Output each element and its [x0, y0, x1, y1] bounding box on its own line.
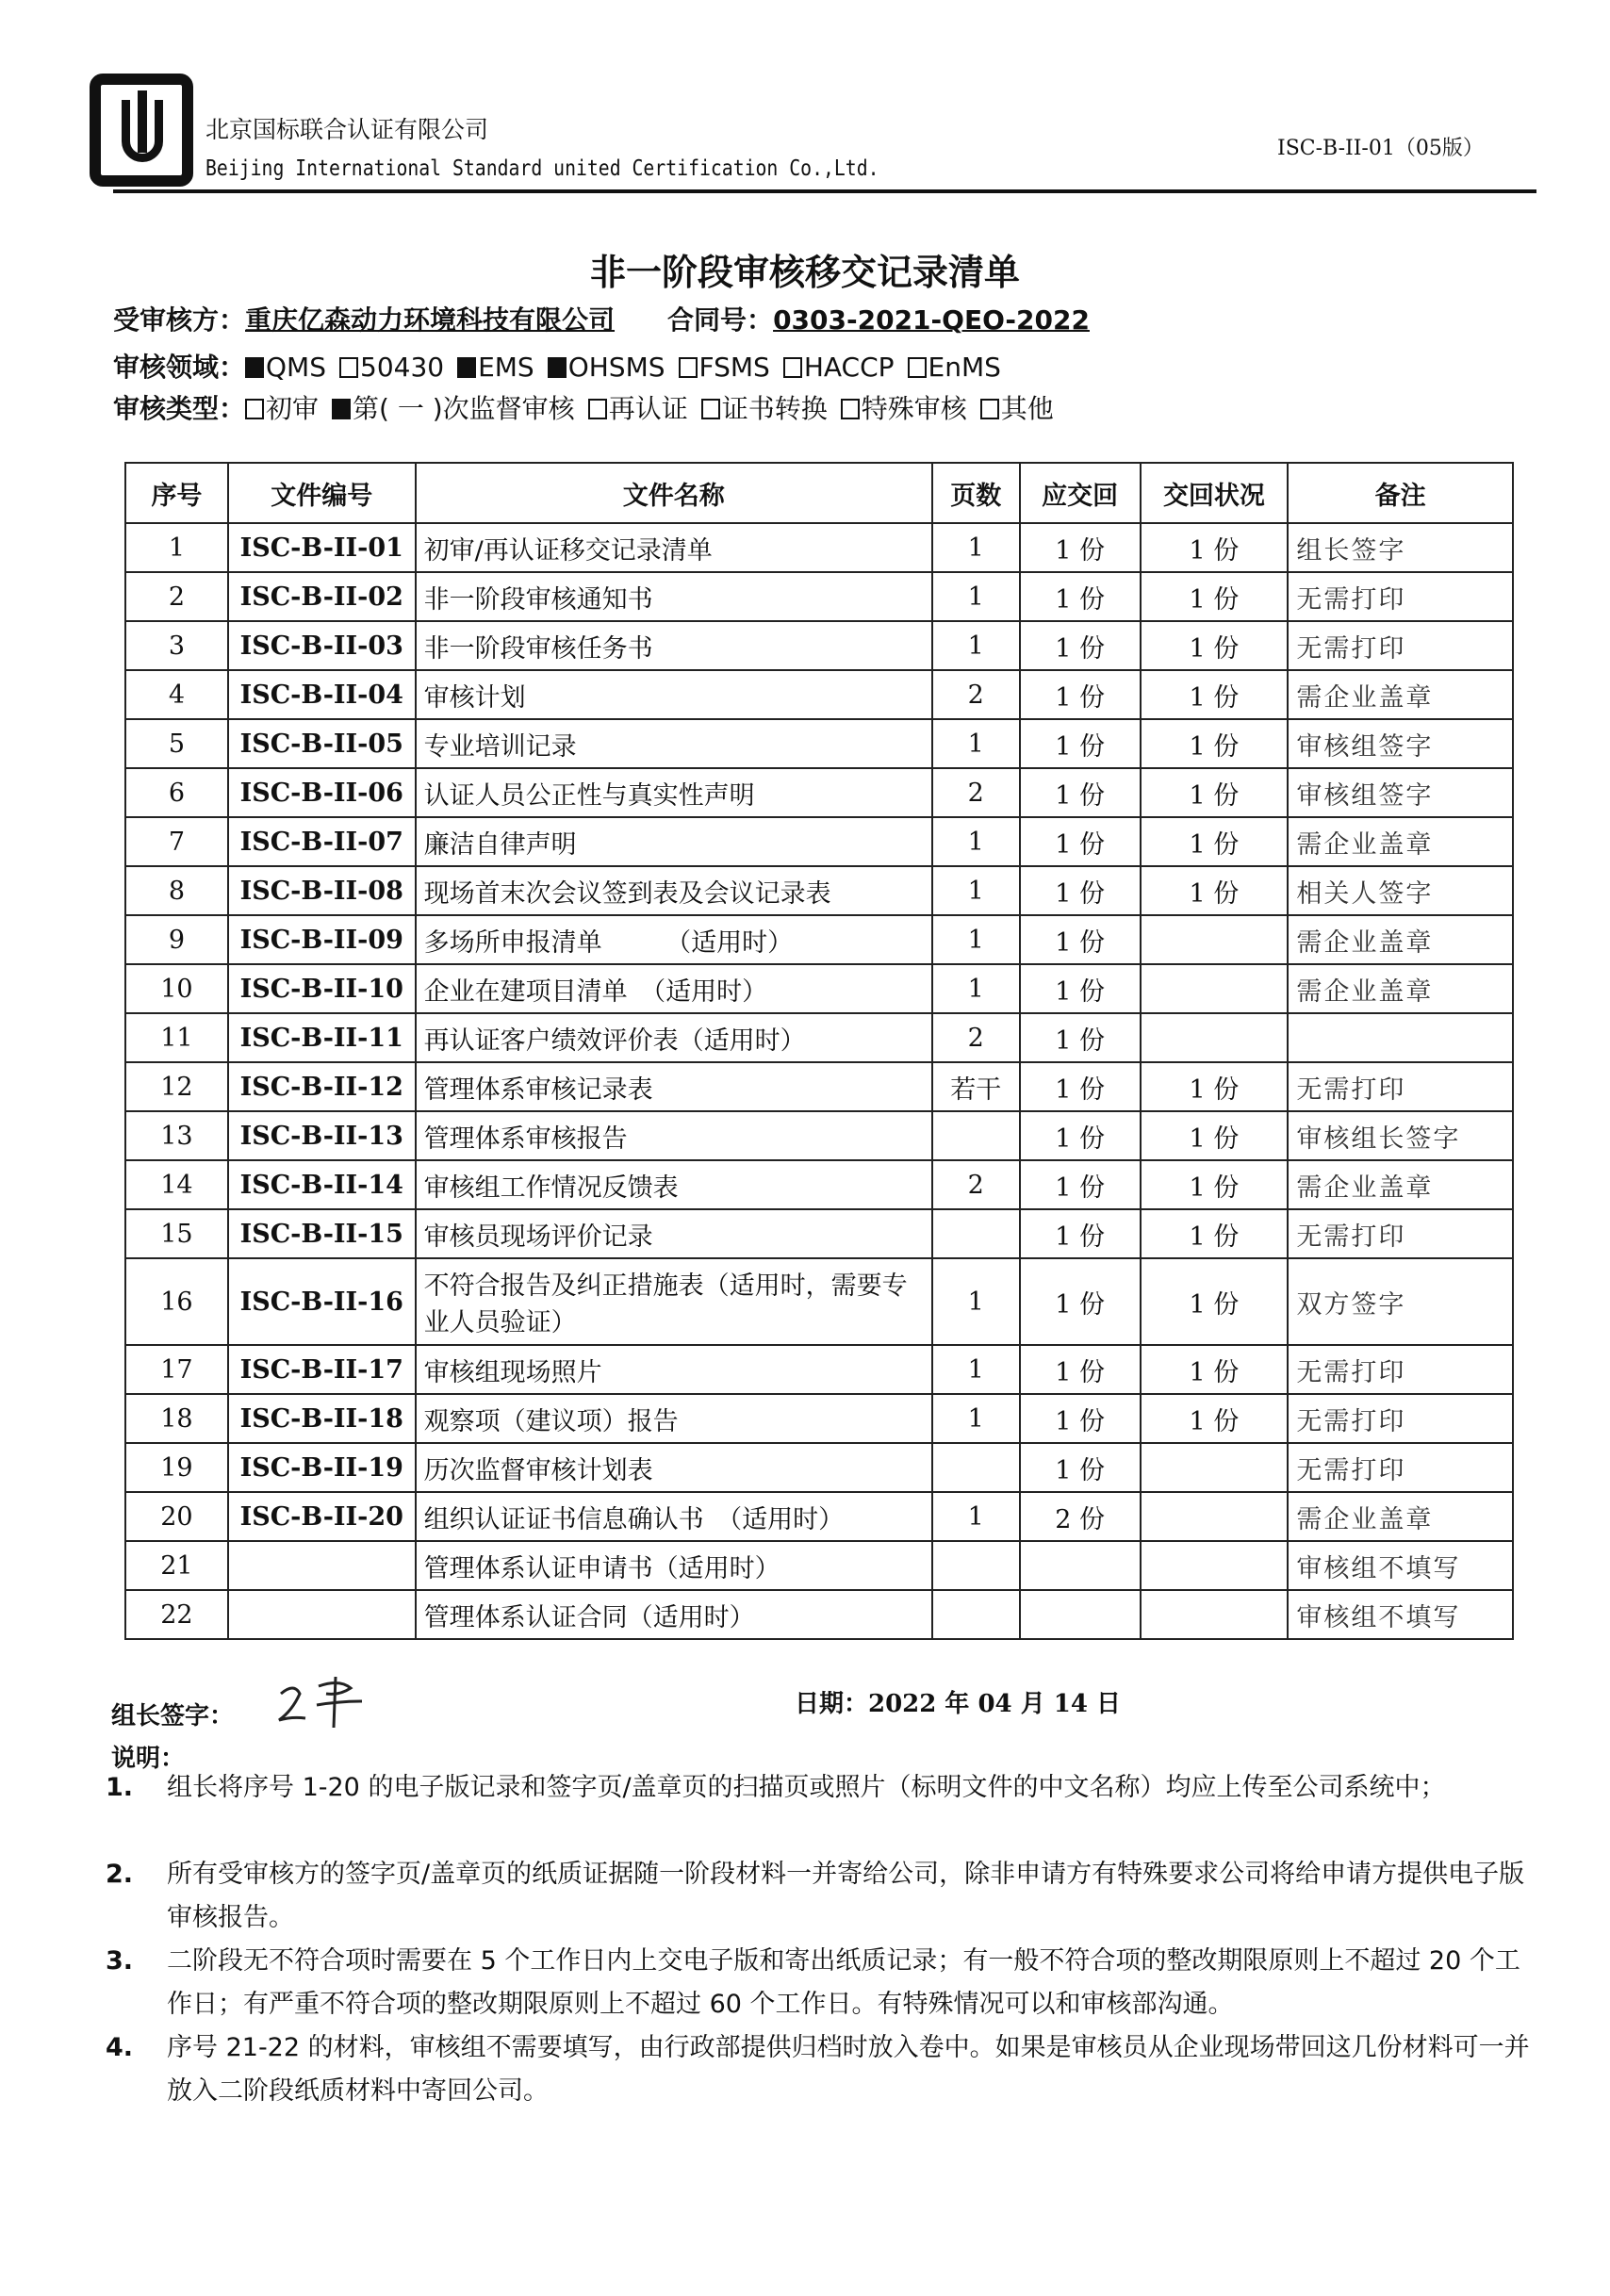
- remark-cell: 无需打印: [1288, 572, 1513, 621]
- leader-signature-label: 组长签字：: [111, 1702, 235, 1730]
- copies-due-cell: 1 份: [1020, 1062, 1141, 1111]
- page-count-cell: 2: [932, 670, 1020, 719]
- file-code-cell: ISC-B-II-12: [228, 1062, 416, 1111]
- table-row: [125, 719, 1513, 768]
- copies-due-cell: 1 份: [1020, 1258, 1141, 1345]
- option-label: 初审: [266, 393, 320, 424]
- form-number: ISC-B-II-01（05版）: [1277, 137, 1484, 160]
- return-status-cell: 1 份: [1141, 719, 1289, 768]
- file-code-cell: ISC-B-II-20: [228, 1492, 416, 1541]
- file-name-cell: 审核计划: [416, 670, 932, 719]
- copies-due-cell: 1 份: [1020, 1394, 1141, 1443]
- file-name-cell: 非一阶段审核任务书: [416, 621, 932, 670]
- file-name-cell: 廉洁自律声明: [416, 817, 932, 866]
- copies-due-cell: [1020, 1541, 1141, 1590]
- file-name-cell: 管理体系认证申请书（适用时）: [416, 1541, 932, 1590]
- checkbox-icon[interactable]: [457, 357, 476, 378]
- row-number-cell: 7: [125, 817, 228, 866]
- return-status-cell: 1 份: [1141, 1394, 1289, 1443]
- header-divider: [113, 189, 1536, 193]
- return-status-cell: [1141, 1492, 1289, 1541]
- copies-due-cell: 2 份: [1020, 1492, 1141, 1541]
- auditee-line: [113, 300, 1090, 337]
- contract-label: 合同号：: [667, 304, 774, 336]
- row-number-cell: 5: [125, 719, 228, 768]
- table-row: [125, 1013, 1513, 1062]
- page-count-cell: 1: [932, 817, 1020, 866]
- remark-cell: 需企业盖章: [1288, 915, 1513, 964]
- page-count-cell: 2: [932, 1160, 1020, 1209]
- page-title: 非一阶段审核移交记录清单: [589, 252, 1020, 293]
- option-label: 其他: [1000, 393, 1054, 424]
- domain-option[interactable]: [339, 352, 444, 383]
- file-name-cell: 多场所申报清单 （适用时）: [416, 915, 932, 964]
- table-row: [125, 670, 1513, 719]
- copies-due-cell: 1 份: [1020, 964, 1141, 1013]
- note-text: 组长将序号 1-20 的电子版记录和签字页/盖章页的扫描页或照片（标明文件的中文名称）均应上传至公司系统中；: [167, 1773, 1446, 1802]
- page-count-cell: 1: [932, 915, 1020, 964]
- remark-cell: 双方签字: [1288, 1258, 1513, 1345]
- remark-cell: 需企业盖章: [1288, 1492, 1513, 1541]
- type-label: 审核类型：: [113, 393, 246, 424]
- row-number-cell: 2: [125, 572, 228, 621]
- page-count-cell: 1: [932, 1258, 1020, 1345]
- file-name-cell: 历次监督审核计划表: [416, 1443, 932, 1492]
- table-row: [125, 621, 1513, 670]
- note-number: 1.: [106, 1773, 134, 1802]
- row-number-cell: 3: [125, 621, 228, 670]
- table-row: [125, 1590, 1513, 1639]
- remark-cell: 需企业盖章: [1288, 1160, 1513, 1209]
- copies-due-cell: 1 份: [1020, 1443, 1141, 1492]
- return-status-cell: [1141, 1590, 1289, 1639]
- checkbox-icon[interactable]: [332, 399, 351, 419]
- copies-due-cell: 1 份: [1020, 670, 1141, 719]
- file-name-cell: 管理体系审核记录表: [416, 1062, 932, 1111]
- return-status-cell: [1141, 915, 1289, 964]
- remark-cell: 审核组长签字: [1288, 1111, 1513, 1160]
- return-status-cell: 1 份: [1141, 1111, 1289, 1160]
- transfer-table: [124, 462, 1514, 1640]
- file-code-cell: ISC-B-II-10: [228, 964, 416, 1013]
- checkbox-icon[interactable]: [980, 399, 999, 419]
- remark-cell: 审核组签字: [1288, 719, 1513, 768]
- remark-cell: 审核组不填写: [1288, 1590, 1513, 1639]
- file-name-cell: 非一阶段审核通知书: [416, 572, 932, 621]
- table-row: [125, 1160, 1513, 1209]
- option-label: 第( 一 )次监督审核: [353, 393, 575, 424]
- file-name-cell: 审核组工作情况反馈表: [416, 1160, 932, 1209]
- header-remark: 备注: [1288, 463, 1513, 523]
- type-option[interactable]: [980, 393, 1054, 424]
- row-number-cell: 12: [125, 1062, 228, 1111]
- file-code-cell: ISC-B-II-09: [228, 915, 416, 964]
- file-code-cell: ISC-B-II-03: [228, 621, 416, 670]
- remark-cell: 审核组不填写: [1288, 1541, 1513, 1590]
- checkbox-icon[interactable]: [701, 399, 720, 419]
- domain-option[interactable]: [679, 352, 770, 383]
- contract-value: 0303-2021-QEO-2022: [773, 304, 1090, 336]
- type-option[interactable]: [701, 393, 828, 424]
- checkbox-icon[interactable]: [841, 399, 860, 419]
- header-return-status: 交回状况: [1141, 463, 1289, 523]
- remark-cell: 无需打印: [1288, 621, 1513, 670]
- page-count-cell: 1: [932, 1492, 1020, 1541]
- copies-due-cell: [1020, 1590, 1141, 1639]
- option-label: EMS: [478, 352, 534, 383]
- copies-due-cell: 1 份: [1020, 1160, 1141, 1209]
- company-logo: [90, 74, 193, 187]
- remark-cell: 无需打印: [1288, 1443, 1513, 1492]
- checkbox-icon[interactable]: [679, 357, 698, 378]
- checkbox-icon[interactable]: [908, 357, 927, 378]
- row-number-cell: 4: [125, 670, 228, 719]
- option-label: 证书转换: [721, 393, 828, 424]
- file-name-cell: 观察项（建议项）报告: [416, 1394, 932, 1443]
- return-status-cell: 1 份: [1141, 1345, 1289, 1394]
- table-row: [125, 768, 1513, 817]
- copies-due-cell: 1 份: [1020, 768, 1141, 817]
- return-status-cell: 1 份: [1141, 1258, 1289, 1345]
- file-code-cell: ISC-B-II-01: [228, 523, 416, 572]
- note-text: 序号 21-22 的材料，审核组不需要填写，由行政部提供归档时放入卷中。如果是审核员从企业现场带回这几份材料可一并放入二阶段纸质材料中寄回公司。: [167, 2033, 1530, 2106]
- page-count-cell: [932, 1209, 1020, 1258]
- note-item: [106, 2026, 1538, 2113]
- table-row: [125, 1492, 1513, 1541]
- file-code-cell: ISC-B-II-07: [228, 817, 416, 866]
- copies-due-cell: 1 份: [1020, 523, 1141, 572]
- header-row-number: 序号: [125, 463, 228, 523]
- row-number-cell: 6: [125, 768, 228, 817]
- file-code-cell: ISC-B-II-08: [228, 866, 416, 915]
- row-number-cell: 22: [125, 1590, 228, 1639]
- table-row: [125, 1345, 1513, 1394]
- notes-label: 说明：: [111, 1745, 186, 1773]
- return-status-cell: [1141, 964, 1289, 1013]
- date: 日期：2022 年 04 月 14 日: [795, 1690, 1121, 1718]
- company-name-en: Beijing International Standard united Certification Co.,Ltd.: [205, 156, 879, 181]
- file-code-cell: [228, 1590, 416, 1639]
- file-name-cell: 审核员现场评价记录: [416, 1209, 932, 1258]
- return-status-cell: [1141, 1541, 1289, 1590]
- return-status-cell: 1 份: [1141, 1062, 1289, 1111]
- remark-cell: 审核组签字: [1288, 768, 1513, 817]
- file-name-cell: 不符合报告及纠正措施表（适用时，需要专业人员验证）: [416, 1258, 932, 1345]
- row-number-cell: 21: [125, 1541, 228, 1590]
- page-count-cell: 1: [932, 621, 1020, 670]
- note-item: [106, 1940, 1538, 2026]
- file-name-cell: 管理体系认证合同（适用时）: [416, 1590, 932, 1639]
- table-row: [125, 572, 1513, 621]
- return-status-cell: 1 份: [1141, 621, 1289, 670]
- file-name-cell: 再认证客户绩效评价表（适用时）: [416, 1013, 932, 1062]
- table-row: [125, 1258, 1513, 1345]
- row-number-cell: 13: [125, 1111, 228, 1160]
- file-code-cell: ISC-B-II-05: [228, 719, 416, 768]
- file-code-cell: ISC-B-II-06: [228, 768, 416, 817]
- copies-due-cell: 1 份: [1020, 915, 1141, 964]
- option-label: HACCP: [803, 352, 895, 383]
- header-file-name: 文件名称: [416, 463, 932, 523]
- file-code-cell: ISC-B-II-15: [228, 1209, 416, 1258]
- table-row: [125, 1111, 1513, 1160]
- table-row: [125, 915, 1513, 964]
- page-count-cell: [932, 1541, 1020, 1590]
- row-number-cell: 8: [125, 866, 228, 915]
- copies-due-cell: 1 份: [1020, 719, 1141, 768]
- copies-due-cell: 1 份: [1020, 817, 1141, 866]
- page-count-cell: [932, 1590, 1020, 1639]
- page-count-cell: 1: [932, 964, 1020, 1013]
- checkbox-icon[interactable]: [339, 357, 358, 378]
- file-code-cell: ISC-B-II-04: [228, 670, 416, 719]
- page-count-cell: 1: [932, 1345, 1020, 1394]
- page-count-cell: 1: [932, 572, 1020, 621]
- note-text: 二阶段无不符合项时需要在 5 个工作日内上交电子版和寄出纸质记录；有一般不符合项的整改期限原则上不超过 20 个工作日；有严重不符合项的整改期限原则上不超过 60 个工作日。有特殊情况可以和审核部沟通。: [167, 1946, 1520, 2019]
- copies-due-cell: 1 份: [1020, 621, 1141, 670]
- file-code-cell: ISC-B-II-19: [228, 1443, 416, 1492]
- row-number-cell: 11: [125, 1013, 228, 1062]
- page-count-cell: 1: [932, 523, 1020, 572]
- return-status-cell: 1 份: [1141, 572, 1289, 621]
- file-name-cell: 企业在建项目清单 （适用时）: [416, 964, 932, 1013]
- table-row: [125, 1209, 1513, 1258]
- return-status-cell: 1 份: [1141, 670, 1289, 719]
- checkbox-icon[interactable]: [245, 357, 264, 378]
- checkbox-icon[interactable]: [548, 357, 567, 378]
- type-option[interactable]: [841, 393, 967, 424]
- page-count-cell: 2: [932, 1013, 1020, 1062]
- row-number-cell: 19: [125, 1443, 228, 1492]
- option-label: 特殊审核: [861, 393, 967, 424]
- audit-domain-line: [113, 347, 1014, 385]
- copies-due-cell: 1 份: [1020, 1345, 1141, 1394]
- return-status-cell: [1141, 1443, 1289, 1492]
- remark-cell: 无需打印: [1288, 1345, 1513, 1394]
- company-name-cn: 北京国标联合认证有限公司: [205, 116, 489, 143]
- remark-cell: 需企业盖章: [1288, 670, 1513, 719]
- row-number-cell: 14: [125, 1160, 228, 1209]
- file-code-cell: ISC-B-II-11: [228, 1013, 416, 1062]
- table-row: [125, 817, 1513, 866]
- page-count-cell: 1: [932, 1394, 1020, 1443]
- row-number-cell: 18: [125, 1394, 228, 1443]
- option-label: QMS: [266, 352, 326, 383]
- option-label: FSMS: [698, 352, 770, 383]
- file-code-cell: ISC-B-II-18: [228, 1394, 416, 1443]
- row-number-cell: 9: [125, 915, 228, 964]
- table-row: [125, 964, 1513, 1013]
- table-row: [125, 866, 1513, 915]
- return-status-cell: [1141, 1013, 1289, 1062]
- file-name-cell: 专业培训记录: [416, 719, 932, 768]
- page-count-cell: [932, 1443, 1020, 1492]
- type-option[interactable]: [332, 393, 575, 424]
- domain-label: 审核领域：: [113, 352, 246, 383]
- row-number-cell: 1: [125, 523, 228, 572]
- domain-option[interactable]: [548, 352, 665, 383]
- return-status-cell: 1 份: [1141, 523, 1289, 572]
- domain-option[interactable]: [245, 352, 326, 383]
- file-name-cell: 现场首末次会议签到表及会议记录表: [416, 866, 932, 915]
- page-count-cell: [932, 1111, 1020, 1160]
- note-number: 3.: [106, 1946, 134, 1976]
- copies-due-cell: 1 份: [1020, 1209, 1141, 1258]
- note-number: 2.: [106, 1860, 134, 1889]
- header-file-code: 文件编号: [228, 463, 416, 523]
- option-label: 再认证: [608, 393, 688, 424]
- option-label: OHSMS: [567, 352, 665, 383]
- note-item: [106, 1853, 1538, 1940]
- copies-due-cell: 1 份: [1020, 1111, 1141, 1160]
- type-option[interactable]: [245, 393, 319, 424]
- copies-due-cell: 1 份: [1020, 866, 1141, 915]
- note-item: [106, 1766, 1538, 1810]
- domain-option[interactable]: [457, 352, 534, 383]
- header-page-count: 页数: [932, 463, 1020, 523]
- note-number: 4.: [106, 2033, 134, 2062]
- row-number-cell: 17: [125, 1345, 228, 1394]
- row-number-cell: 15: [125, 1209, 228, 1258]
- table-row: [125, 1062, 1513, 1111]
- audit-type-line: [113, 388, 1067, 426]
- table-row: [125, 523, 1513, 572]
- checkbox-icon[interactable]: [245, 399, 264, 419]
- file-name-cell: 审核组现场照片: [416, 1345, 932, 1394]
- remark-cell: 无需打印: [1288, 1062, 1513, 1111]
- file-name-cell: 管理体系审核报告: [416, 1111, 932, 1160]
- return-status-cell: 1 份: [1141, 866, 1289, 915]
- file-code-cell: ISC-B-II-17: [228, 1345, 416, 1394]
- return-status-cell: 1 份: [1141, 768, 1289, 817]
- table-row: [125, 1443, 1513, 1492]
- header-copies-due: 应交回: [1020, 463, 1141, 523]
- remark-cell: [1288, 1013, 1513, 1062]
- remark-cell: 相关人签字: [1288, 866, 1513, 915]
- remark-cell: 无需打印: [1288, 1209, 1513, 1258]
- file-name-cell: 初审/再认证移交记录清单: [416, 523, 932, 572]
- file-code-cell: [228, 1541, 416, 1590]
- table-header: [125, 463, 1513, 523]
- copies-due-cell: 1 份: [1020, 572, 1141, 621]
- return-status-cell: 1 份: [1141, 1160, 1289, 1209]
- checkbox-icon[interactable]: [783, 357, 802, 378]
- row-number-cell: 10: [125, 964, 228, 1013]
- copies-due-cell: 1 份: [1020, 1013, 1141, 1062]
- remark-cell: 组长签字: [1288, 523, 1513, 572]
- file-name-cell: 认证人员公正性与真实性声明: [416, 768, 932, 817]
- row-number-cell: 16: [125, 1258, 228, 1345]
- file-code-cell: ISC-B-II-02: [228, 572, 416, 621]
- remark-cell: 需企业盖章: [1288, 817, 1513, 866]
- checkbox-icon[interactable]: [588, 399, 607, 419]
- auditee-label: 受审核方：: [113, 304, 246, 336]
- file-code-cell: ISC-B-II-14: [228, 1160, 416, 1209]
- domain-option[interactable]: [908, 352, 1001, 383]
- option-label: 50430: [360, 352, 445, 383]
- file-code-cell: ISC-B-II-13: [228, 1111, 416, 1160]
- row-number-cell: 20: [125, 1492, 228, 1541]
- type-option[interactable]: [588, 393, 688, 424]
- remark-cell: 需企业盖章: [1288, 964, 1513, 1013]
- return-status-cell: 1 份: [1141, 1209, 1289, 1258]
- page-count-cell: 1: [932, 866, 1020, 915]
- return-status-cell: 1 份: [1141, 817, 1289, 866]
- table-row: [125, 1394, 1513, 1443]
- auditee-value: 重庆亿森动力环境科技有限公司: [245, 304, 616, 336]
- remark-cell: 无需打印: [1288, 1394, 1513, 1443]
- page-count-cell: 1: [932, 719, 1020, 768]
- file-code-cell: ISC-B-II-16: [228, 1258, 416, 1345]
- page-count-cell: 2: [932, 768, 1020, 817]
- domain-option[interactable]: [783, 352, 895, 383]
- page-count-cell: 若干: [932, 1062, 1020, 1111]
- option-label: EnMS: [928, 352, 1001, 383]
- file-name-cell: 组织认证证书信息确认书 （适用时）: [416, 1492, 932, 1541]
- table-row: [125, 1541, 1513, 1590]
- handwritten-signature: [273, 1673, 386, 1730]
- note-text: 所有受审核方的签字页/盖章页的纸质证据随一阶段材料一并寄给公司，除非申请方有特殊要求公司将给申请方提供电子版审核报告。: [167, 1860, 1525, 1932]
